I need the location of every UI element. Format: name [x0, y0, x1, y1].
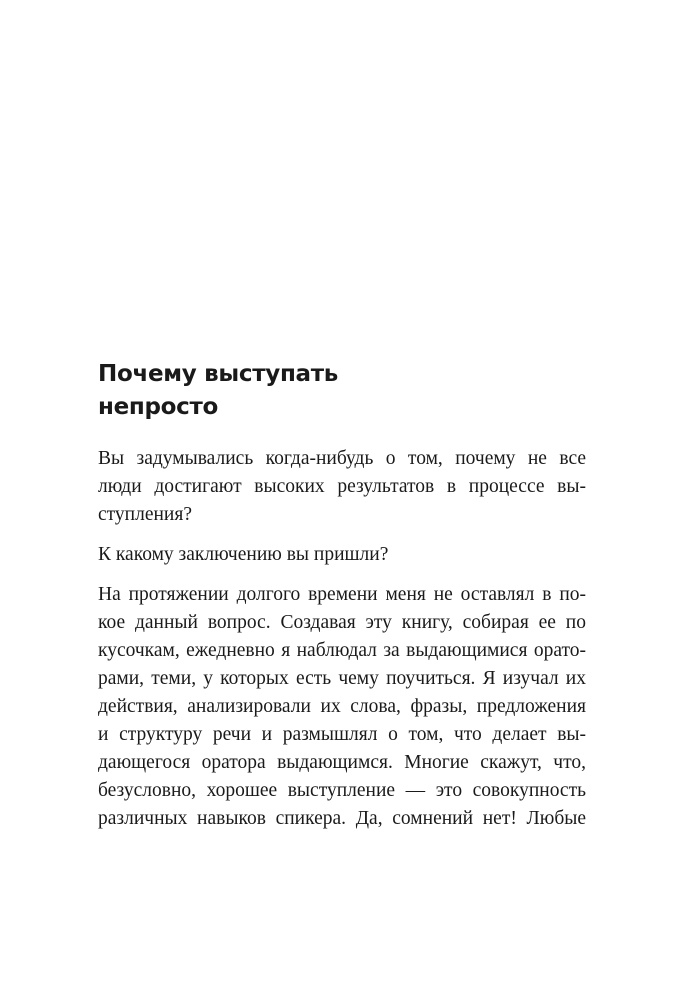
paragraph-2 [98, 541, 586, 569]
text-line: На протяжении долгого времени меня не оставлял в по- [98, 584, 586, 605]
text-line: кое данный вопрос. Создавая эту книгу, собирая ее по [98, 612, 586, 633]
text-line: безусловно, хорошее выступление — это совокупность [98, 780, 586, 801]
text-line: различных навыков спикера. Да, сомнений нет! Любые [98, 808, 586, 829]
text-line: кусочкам, ежедневно я наблюдал за выдающимися орато- [98, 640, 586, 661]
text-line: рами, теми, у которых есть чему поучиться. Я изучал их [98, 668, 586, 689]
section-heading [98, 358, 338, 424]
paragraph-1 [98, 445, 586, 529]
heading-line-1: Почему выступать [98, 361, 339, 387]
text-line: и структуру речи и размышлял о том, что делает вы- [98, 724, 586, 745]
text-line: К какому заключению вы пришли? [98, 544, 389, 565]
text-line: ступления? [98, 504, 192, 525]
text-line: Вы задумывались когда-нибудь о том, почему не все [98, 448, 586, 469]
text-line: действия, анализировали их слова, фразы, предложения [98, 696, 586, 717]
paragraph-3 [98, 581, 586, 833]
body-text [98, 445, 586, 845]
text-line: люди достигают высоких результатов в процессе вы- [98, 476, 586, 497]
text-line: дающегося оратора выдающимся. Многие скажут, что, [98, 752, 586, 773]
heading-line-2: непросто [98, 394, 219, 420]
